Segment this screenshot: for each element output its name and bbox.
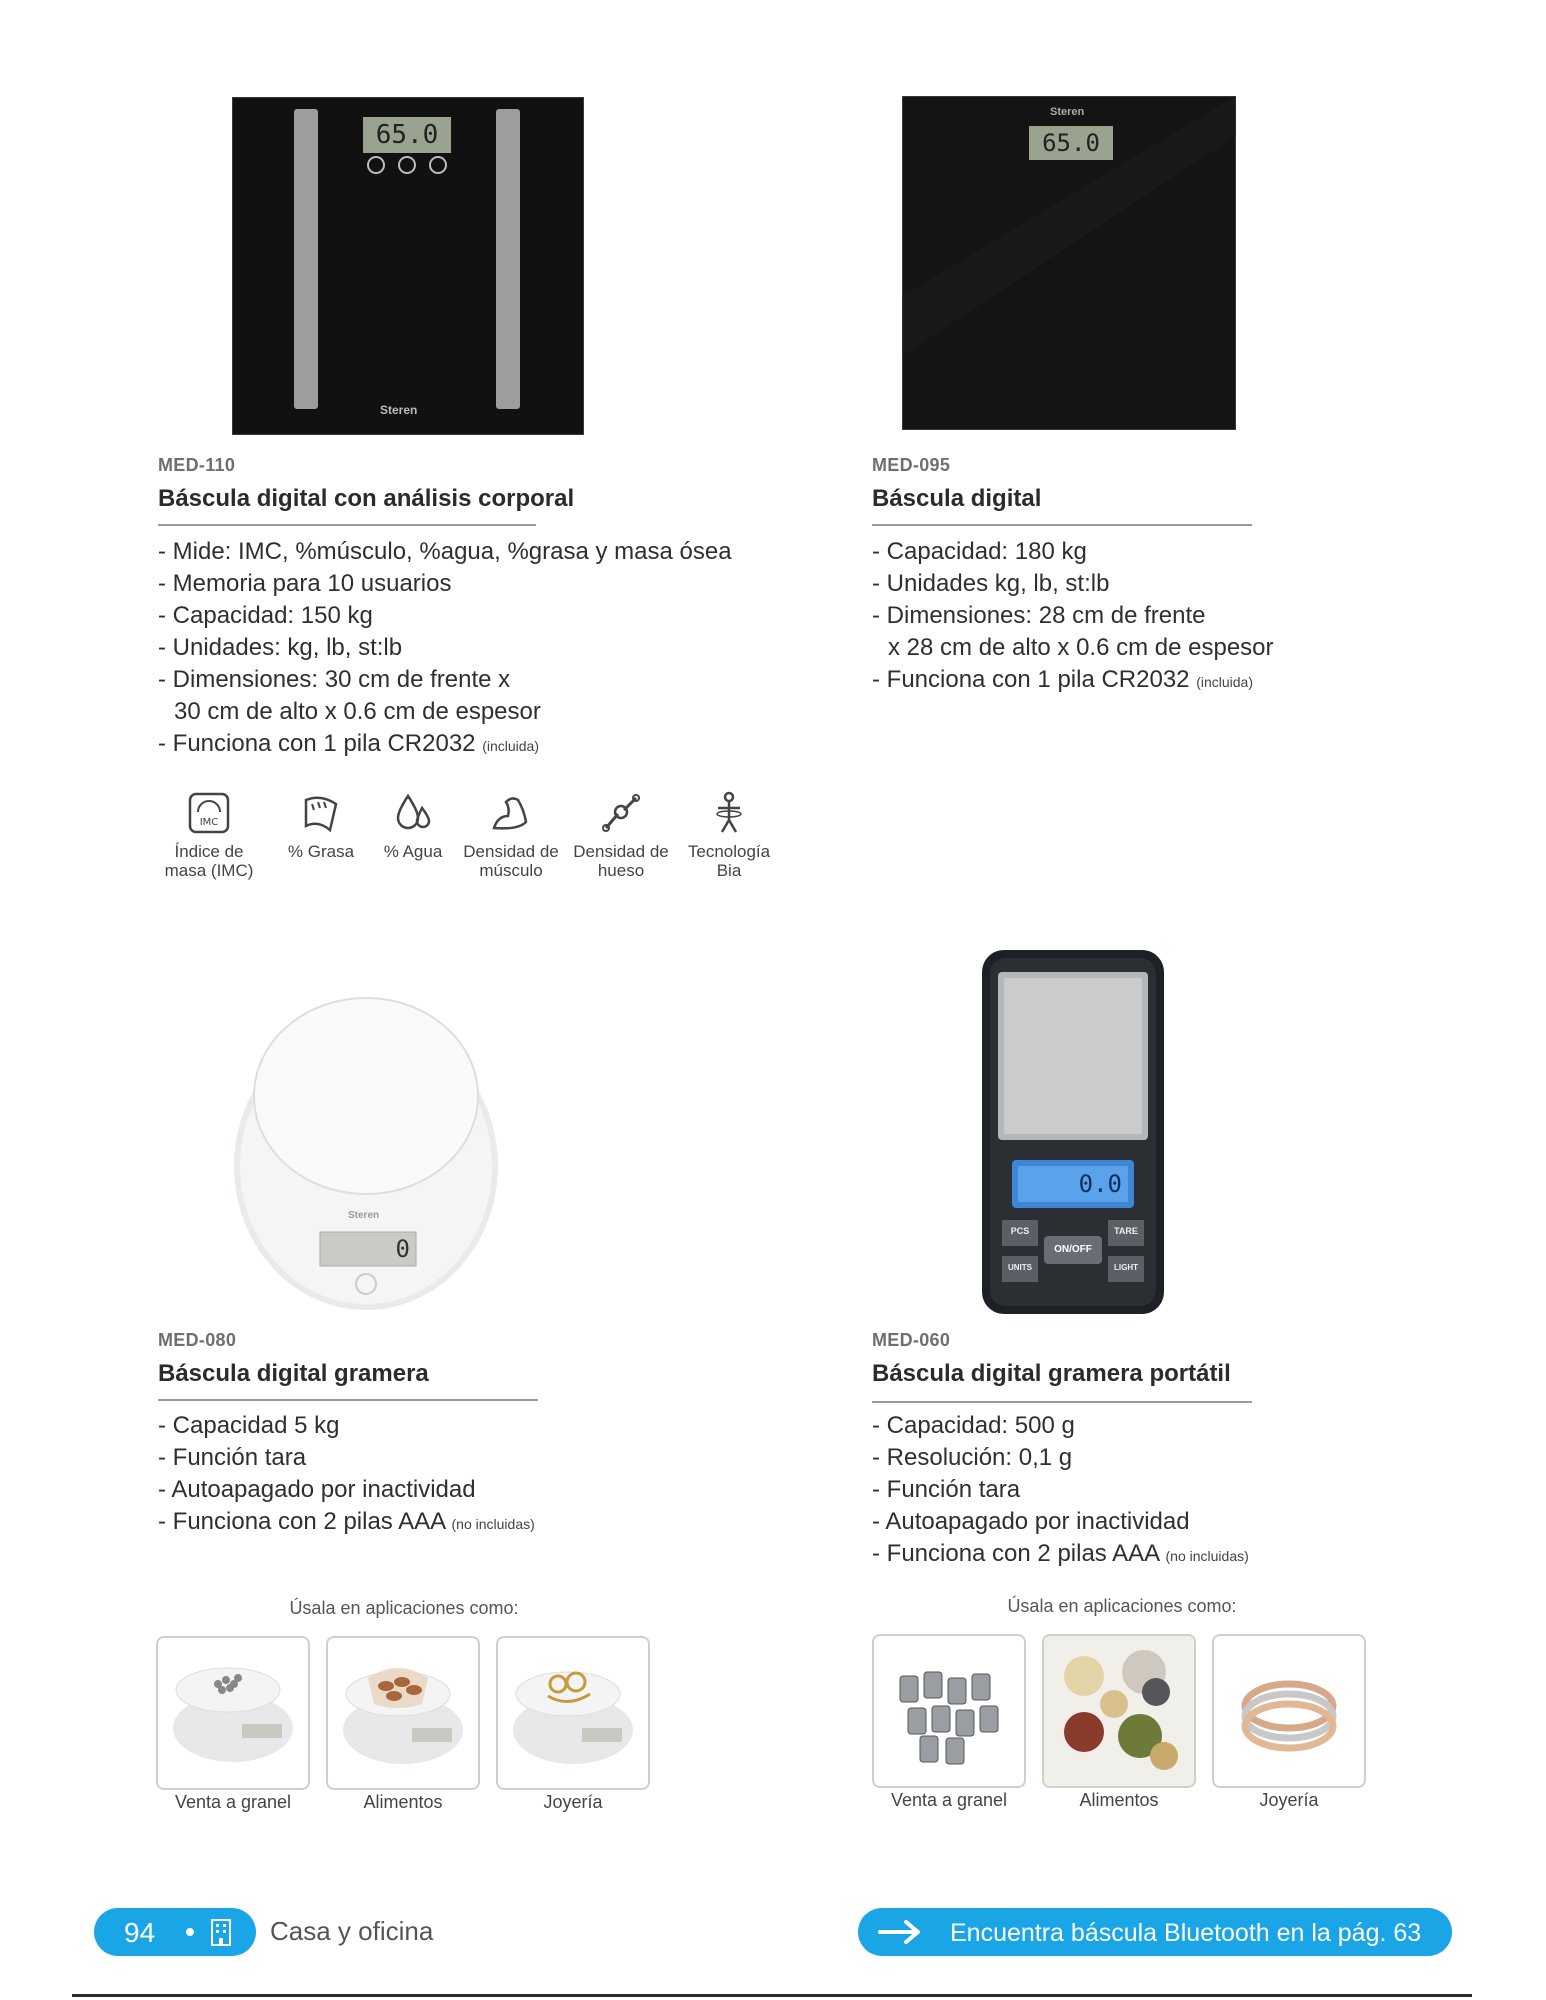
product-title: Báscula digital gramera (158, 1360, 429, 1387)
pcs-button-label: PCS (1010, 1226, 1030, 1236)
product-title: Báscula digital (872, 485, 1042, 512)
feature-bone: Densidad de hueso (566, 790, 676, 880)
feature-fat: % Grasa (266, 790, 376, 861)
spec-item: - Resolución: 0,1 g (872, 1444, 1073, 1471)
water-drops-icon (390, 790, 436, 836)
scale-display: 0.0 (1078, 1170, 1122, 1198)
product-title: Báscula digital con análisis corporal (158, 485, 575, 512)
product-title: Báscula digital gramera portátil (872, 1360, 1231, 1387)
bone-joint-icon (598, 790, 644, 836)
title-divider (872, 1401, 1252, 1403)
measuring-tape-icon (298, 790, 344, 836)
spec-item: x 28 cm de alto x 0.6 cm de espesor (888, 634, 1274, 661)
spec-item: - Capacidad: 500 g (872, 1412, 1075, 1439)
footer-divider (72, 1994, 1472, 1997)
apps-caption: Úsala en aplicaciones como: (1007, 1596, 1237, 1616)
apps-caption: Úsala en aplicaciones como: (289, 1598, 519, 1618)
spec-item: - Autoapagado por inactividad (158, 1476, 476, 1503)
app-label: Venta a granel (174, 1792, 292, 1812)
digital-scale-image (902, 96, 1236, 430)
bullet-dot (186, 1928, 194, 1936)
app-jewelry-image (496, 1636, 650, 1790)
kitchen-scale-image (232, 996, 500, 1312)
spec-item: - Función tara (158, 1444, 307, 1471)
spec-item: - Capacidad: 150 kg (158, 602, 373, 629)
brand-logo: Steren (1050, 106, 1085, 118)
page-number: 94 (124, 1917, 156, 1948)
spec-note: (no incluidas) (451, 1516, 535, 1532)
spec-item: - Unidades kg, lb, st:lb (872, 570, 1110, 597)
spec-note: (incluida) (482, 738, 540, 754)
body-analysis-scale-image (232, 97, 584, 435)
feature-bia: Tecnología Bia (674, 790, 784, 880)
spec-item: - Capacidad: 180 kg (872, 538, 1087, 565)
title-divider (158, 524, 536, 526)
spec-item: - Autoapagado por inactividad (872, 1508, 1190, 1535)
spec-list (872, 1410, 1249, 1572)
app-label: Joyería (543, 1792, 603, 1812)
spec-item: - Memoria para 10 usuarios (158, 570, 452, 597)
scale-display: 0 (395, 1235, 410, 1263)
spec-item: 30 cm de alto x 0.6 cm de espesor (174, 698, 541, 725)
scale-display: 65.0 (1042, 129, 1100, 157)
pocket-scale-image (982, 950, 1164, 1314)
spec-note: (incluida) (1196, 674, 1254, 690)
app-label: Venta a granel (890, 1790, 1008, 1810)
app-jewelry-image (1212, 1634, 1366, 1788)
spec-list (158, 536, 732, 762)
building-icon (206, 1917, 236, 1947)
app-food-image (326, 1636, 480, 1790)
feature-imc: IMC Índice de masa (IMC) (154, 790, 264, 880)
spec-item: - Unidades: kg, lb, st:lb (158, 634, 403, 661)
arrow-right-icon (876, 1918, 926, 1946)
spec-list (872, 536, 1274, 698)
spec-item: - Dimensiones: 28 cm de frente (872, 602, 1206, 629)
title-divider (872, 524, 1252, 526)
svg-text:IMC: IMC (199, 817, 219, 828)
app-label: Joyería (1259, 1790, 1319, 1810)
muscle-arm-icon (488, 790, 534, 836)
app-bulk-sale-image (872, 1634, 1026, 1788)
imc-gauge-icon (186, 790, 232, 836)
spec-item: - Funciona con 2 pilas AAA (no incluidas) (872, 1540, 1249, 1567)
spec-list (158, 1410, 535, 1540)
onoff-button-label: ON/OFF (1054, 1244, 1092, 1255)
app-label: Alimentos (363, 1792, 443, 1812)
promo-text: Encuentra báscula Bluetooth en la pág. 63 (950, 1919, 1422, 1947)
spec-item: - Funciona con 1 pila CR2032 (incluida) (872, 666, 1254, 693)
product-code: MED-095 (872, 455, 951, 475)
spec-item: - Capacidad 5 kg (158, 1412, 340, 1439)
light-button-label: LIGHT (1114, 1263, 1138, 1272)
section-name: Casa y oficina (270, 1916, 434, 1946)
page-number-pill (94, 1908, 256, 1956)
spec-item: - Funciona con 1 pila CR2032 (incluida) (158, 730, 540, 757)
spec-item: - Mide: IMC, %músculo, %agua, %grasa y masa ósea (158, 538, 732, 565)
title-divider (158, 1399, 538, 1401)
units-button-label: UNITS (1008, 1263, 1032, 1272)
product-code: MED-110 (158, 455, 236, 475)
body-scan-icon (706, 790, 752, 836)
brand-logo: Steren (348, 1210, 380, 1221)
feature-water: % Agua (358, 790, 468, 861)
app-bulk-sale-image (156, 1636, 310, 1790)
app-food-image (1042, 1634, 1196, 1788)
spec-item: - Dimensiones: 30 cm de frente x (158, 666, 511, 693)
bluetooth-promo-banner[interactable] (858, 1908, 1452, 1956)
scale-display: 65.0 (375, 120, 439, 150)
feature-muscle: Densidad de músculo (456, 790, 566, 880)
tare-button-label: TARE (1114, 1226, 1138, 1236)
app-label: Alimentos (1079, 1790, 1159, 1810)
brand-logo: Steren (380, 403, 418, 417)
spec-item: - Función tara (872, 1476, 1021, 1503)
spec-note: (no incluidas) (1165, 1548, 1249, 1564)
product-code: MED-080 (158, 1330, 237, 1350)
spec-item: - Funciona con 2 pilas AAA (no incluidas) (158, 1508, 535, 1535)
product-code: MED-060 (872, 1330, 951, 1350)
